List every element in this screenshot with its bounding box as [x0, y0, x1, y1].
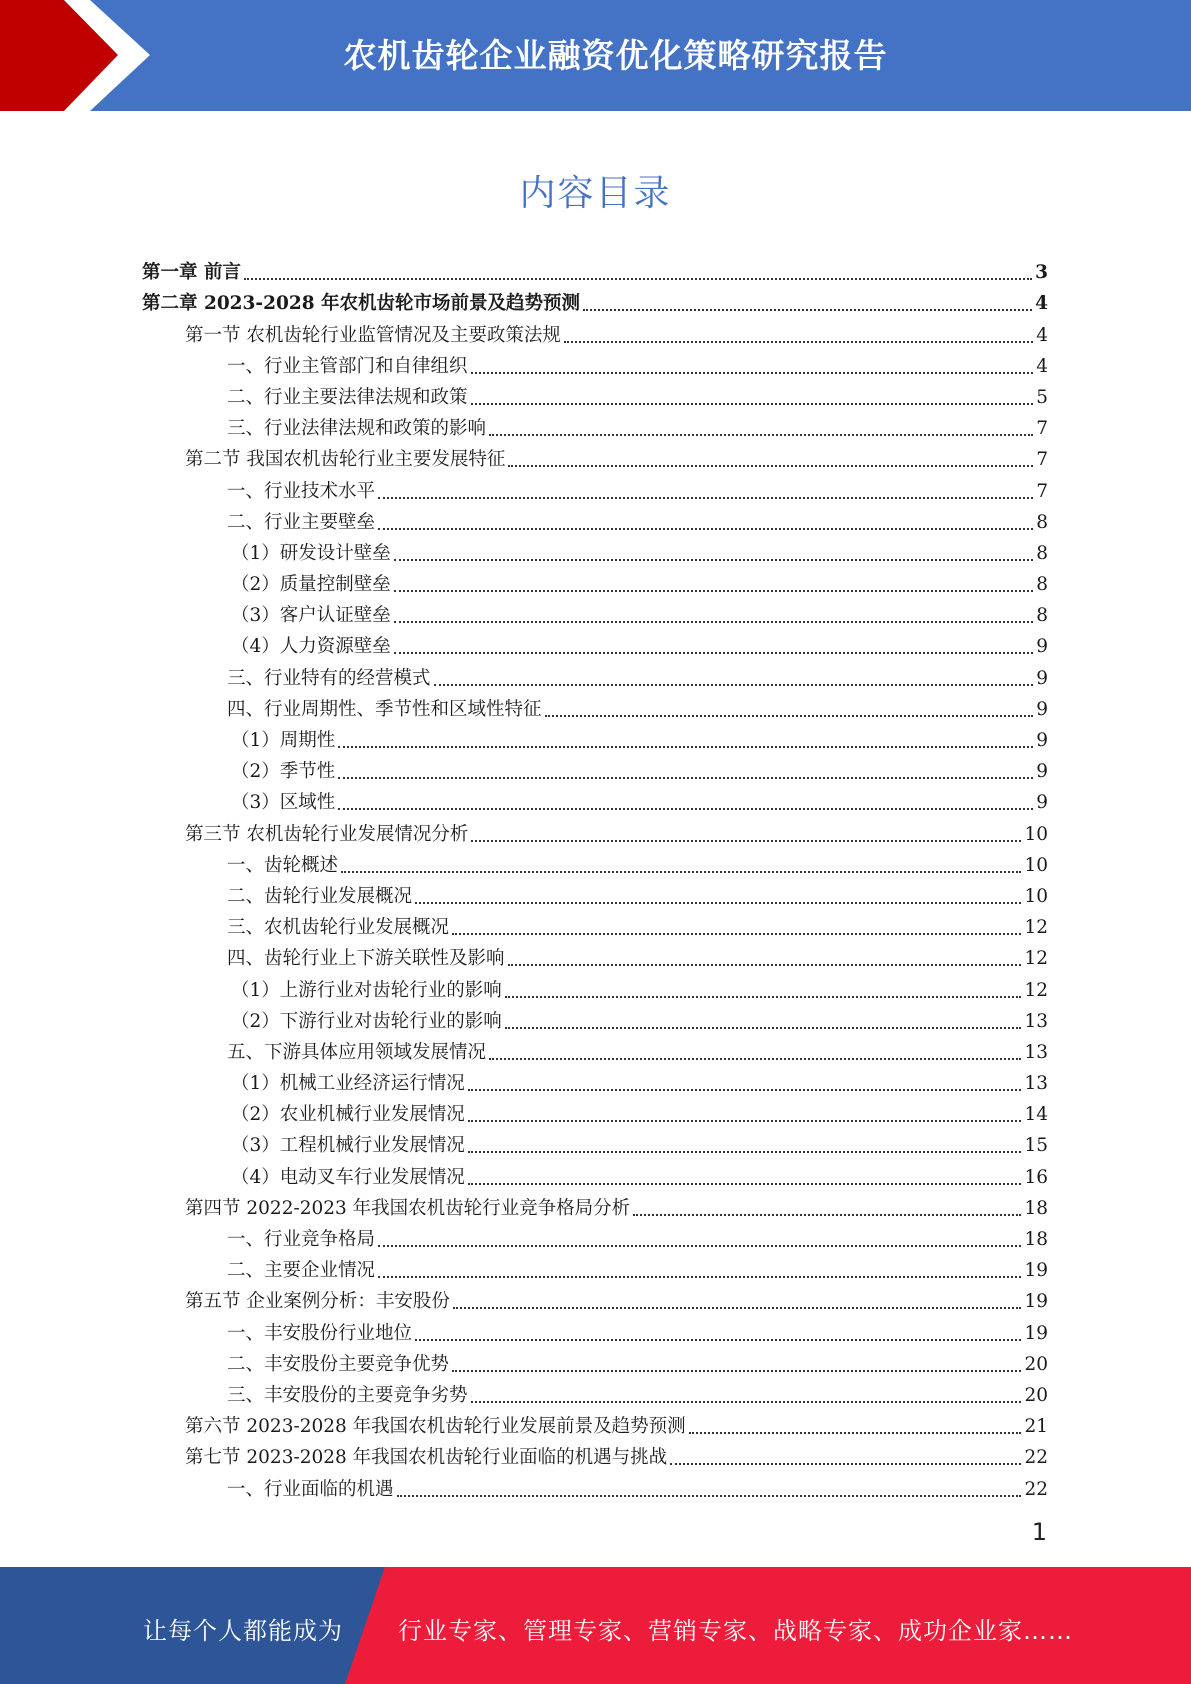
- toc-entry-label: （1）上游行业对齿轮行业的影响: [231, 979, 502, 1001]
- page-number: 1: [1031, 1518, 1047, 1546]
- toc-entry[interactable]: [142, 971, 1048, 1002]
- toc-entry[interactable]: [142, 316, 1048, 347]
- toc-dot-leader: [508, 964, 1022, 966]
- toc-entry-label: （2）农业机械行业发展情况: [231, 1104, 465, 1126]
- toc-entry-page: 21: [1024, 1416, 1048, 1438]
- toc-entry-page: 7: [1036, 480, 1048, 502]
- toc-entry-page: 20: [1024, 1384, 1048, 1406]
- toc-entry-label: 第二章 2023-2028 年农机齿轮市场前景及趋势预测: [142, 293, 581, 315]
- toc-entry[interactable]: [142, 628, 1048, 659]
- toc-entry-label: （1）周期性: [231, 730, 336, 751]
- toc-entry-label: （2）季节性: [231, 761, 336, 783]
- report-title: 农机齿轮企业融资优化策略研究报告: [343, 36, 888, 75]
- toc-dot-leader: [415, 1339, 1021, 1341]
- toc-entry-page: 13: [1024, 1041, 1048, 1063]
- toc-entry[interactable]: [142, 566, 1048, 597]
- toc-dot-leader: [244, 278, 1032, 280]
- toc-entry-page: 22: [1024, 1447, 1048, 1469]
- toc-entry[interactable]: [142, 1127, 1048, 1158]
- toc-entry-page: 20: [1024, 1353, 1048, 1375]
- toc-dot-leader: [378, 528, 1033, 530]
- toc-entry-page: 9: [1036, 698, 1048, 720]
- toc-entry-page: 19: [1024, 1260, 1048, 1282]
- toc-entry[interactable]: [142, 909, 1048, 940]
- toc-entry[interactable]: [142, 441, 1048, 472]
- toc-entry[interactable]: [142, 1096, 1048, 1127]
- toc-entry[interactable]: [142, 285, 1048, 316]
- toc-dot-leader: [689, 1432, 1022, 1434]
- toc-entry-page: 12: [1024, 917, 1048, 939]
- toc-entry-page: 7: [1036, 449, 1048, 471]
- table-of-contents: [142, 254, 1048, 1502]
- toc-dot-leader: [583, 309, 1032, 311]
- toc-entry-page: 9: [1036, 730, 1048, 751]
- toc-entry-page: 4: [1036, 324, 1048, 346]
- toc-entry-page: 19: [1024, 1291, 1048, 1313]
- toc-entry-label: 二、主要企业情况: [227, 1260, 376, 1282]
- toc-entry-page: 10: [1024, 823, 1048, 845]
- toc-entry[interactable]: [142, 753, 1048, 784]
- toc-entry-page: 10: [1024, 854, 1048, 876]
- toc-entry[interactable]: [142, 1158, 1048, 1189]
- toc-entry-page: 16: [1024, 1166, 1048, 1188]
- toc-entry-page: 19: [1024, 1322, 1048, 1344]
- toc-dot-leader: [471, 403, 1034, 405]
- toc-dot-leader: [545, 715, 1034, 717]
- toc-dot-leader: [489, 434, 1033, 436]
- toc-entry-label: 二、齿轮行业发展概况: [227, 885, 413, 907]
- toc-dot-leader: [338, 808, 1033, 810]
- toc-entry[interactable]: [142, 1314, 1048, 1345]
- toc-entry-label: （4）电动叉车行业发展情况: [231, 1166, 465, 1188]
- toc-entry-label: 第五节 企业案例分析：丰安股份: [185, 1291, 450, 1313]
- toc-entry-label: 一、行业面临的机遇: [227, 1478, 394, 1500]
- toc-entry-label: 一、齿轮概述: [227, 854, 339, 876]
- toc-entry[interactable]: [142, 1377, 1048, 1408]
- toc-dot-leader: [508, 465, 1033, 467]
- toc-entry-page: 22: [1024, 1478, 1048, 1500]
- toc-entry-page: 9: [1036, 792, 1048, 814]
- toc-dot-leader: [394, 621, 1033, 623]
- toc-entry[interactable]: [142, 535, 1048, 566]
- toc-dot-leader: [378, 1276, 1021, 1278]
- toc-entry-page: 10: [1024, 885, 1048, 907]
- toc-entry-page: 8: [1036, 574, 1048, 596]
- toc-entry-page: 8: [1036, 542, 1048, 564]
- toc-entry[interactable]: [142, 1003, 1048, 1034]
- toc-entry-page: 8: [1036, 605, 1048, 627]
- toc-entry[interactable]: [142, 597, 1048, 628]
- toc-dot-leader: [453, 1307, 1022, 1309]
- toc-dot-leader: [394, 590, 1033, 592]
- toc-entry-page: 18: [1024, 1197, 1048, 1219]
- toc-entry-label: 五、下游具体应用领域发展情况: [227, 1041, 487, 1063]
- toc-dot-leader: [415, 902, 1021, 904]
- toc-entry[interactable]: [142, 1190, 1048, 1221]
- toc-dot-leader: [394, 559, 1033, 561]
- toc-dot-leader: [378, 497, 1033, 499]
- toc-entry[interactable]: [142, 815, 1048, 846]
- toc-dot-leader: [338, 746, 1033, 748]
- toc-entry-page: 9: [1036, 636, 1048, 658]
- toc-entry[interactable]: [142, 878, 1048, 909]
- toc-entry[interactable]: [142, 940, 1048, 971]
- toc-entry[interactable]: [142, 1439, 1048, 1470]
- toc-entry-page: 18: [1024, 1229, 1048, 1250]
- toc-dot-leader: [468, 1120, 1022, 1122]
- toc-dot-leader: [564, 341, 1033, 343]
- toc-entry-label: （1）机械工业经济运行情况: [231, 1073, 465, 1095]
- toc-entry[interactable]: [142, 1252, 1048, 1283]
- toc-dot-leader: [489, 1058, 1021, 1060]
- toc-entry-label: 一、行业技术水平: [227, 480, 376, 502]
- toc-dot-leader: [670, 1463, 1021, 1465]
- toc-entry-label: 一、丰安股份行业地位: [227, 1322, 413, 1344]
- toc-entry-label: 第一章 前言: [142, 262, 241, 284]
- toc-entry-label: （2）下游行业对齿轮行业的影响: [231, 1010, 502, 1032]
- toc-entry-label: 三、行业法律法规和政策的影响: [227, 418, 487, 440]
- toc-dot-leader: [505, 996, 1022, 998]
- toc-entry[interactable]: [142, 722, 1048, 753]
- toc-entry-label: （4）人力资源壁垒: [231, 636, 391, 658]
- toc-entry[interactable]: [142, 659, 1048, 690]
- toc-entry-label: 三、农机齿轮行业发展概况: [227, 917, 450, 939]
- toc-entry-page: 7: [1036, 418, 1048, 440]
- toc-entry-label: 第四节 2022-2023 年我国农机齿轮行业竞争格局分析: [185, 1197, 631, 1219]
- toc-entry-page: 13: [1024, 1010, 1048, 1032]
- footer-band: [0, 1567, 1191, 1684]
- toc-entry[interactable]: [142, 1346, 1048, 1377]
- toc-dot-leader: [468, 1089, 1022, 1091]
- toc-dot-leader: [378, 1245, 1021, 1247]
- toc-dot-leader: [505, 1027, 1022, 1029]
- toc-entry-page: 4: [1035, 293, 1048, 315]
- toc-entry-label: 三、行业特有的经营模式: [227, 667, 431, 689]
- toc-entry-page: 8: [1036, 511, 1048, 533]
- toc-entry-label: 四、齿轮行业上下游关联性及影响: [227, 948, 505, 970]
- toc-entry-page: 15: [1024, 1135, 1048, 1157]
- toc-dot-leader: [471, 372, 1034, 374]
- toc-entry-page: 9: [1036, 667, 1048, 689]
- toc-entry-label: （1）研发设计壁垒: [231, 542, 391, 564]
- toc-entry-label: （3）工程机械行业发展情况: [231, 1135, 465, 1157]
- toc-entry-label: 二、行业主要壁垒: [227, 511, 376, 533]
- toc-entry-label: 第三节 农机齿轮行业发展情况分析: [185, 823, 469, 845]
- toc-dot-leader: [633, 1214, 1021, 1216]
- toc-entry-page: 3: [1035, 262, 1048, 284]
- toc-entry-label: （2）质量控制壁垒: [231, 574, 391, 596]
- toc-entry[interactable]: [142, 410, 1048, 441]
- toc-entry[interactable]: [142, 1283, 1048, 1314]
- toc-entry-label: 三、丰安股份的主要竞争劣势: [227, 1384, 468, 1406]
- toc-entry[interactable]: [142, 1221, 1048, 1252]
- toc-entry-page: 5: [1036, 386, 1048, 408]
- toc-entry-label: 一、行业主管部门和自律组织: [227, 355, 468, 377]
- toc-entry[interactable]: [142, 504, 1048, 535]
- toc-dot-leader: [468, 1183, 1022, 1185]
- toc-entry[interactable]: [142, 348, 1048, 379]
- toc-dot-leader: [397, 1495, 1022, 1497]
- toc-entry[interactable]: [142, 784, 1048, 815]
- toc-entry-label: 第二节 我国农机齿轮行业主要发展特征: [185, 449, 506, 471]
- toc-dot-leader: [394, 652, 1033, 654]
- toc-dot-leader: [341, 871, 1021, 873]
- toc-dot-leader: [452, 933, 1021, 935]
- toc-entry-label: （3）区域性: [231, 792, 336, 814]
- toc-entry-label: 二、丰安股份主要竞争优势: [227, 1353, 450, 1375]
- toc-entry-label: 四、行业周期性、季节性和区域性特征: [227, 698, 542, 720]
- toc-entry[interactable]: [142, 691, 1048, 722]
- toc-entry[interactable]: [142, 379, 1048, 410]
- toc-heading: 内容目录: [519, 173, 672, 214]
- toc-entry[interactable]: [142, 254, 1048, 285]
- toc-entry-page: 12: [1024, 979, 1048, 1001]
- toc-entry-page: 4: [1036, 355, 1048, 377]
- toc-entry-label: （3）客户认证壁垒: [231, 605, 391, 627]
- header-band: [0, 0, 1191, 111]
- footer-slogan-left: 让每个人都能成为: [143, 1617, 343, 1645]
- toc-entry-label: 二、行业主要法律法规和政策: [227, 386, 468, 408]
- toc-entry[interactable]: [142, 1065, 1048, 1096]
- toc-entry-label: 第七节 2023-2028 年我国农机齿轮行业面临的机遇与挑战: [185, 1447, 668, 1469]
- toc-entry[interactable]: [142, 1470, 1048, 1501]
- toc-entry[interactable]: [142, 472, 1048, 503]
- toc-entry[interactable]: [142, 1408, 1048, 1439]
- toc-entry-page: 12: [1024, 948, 1048, 970]
- toc-dot-leader: [471, 1401, 1022, 1403]
- toc-dot-leader: [434, 684, 1034, 686]
- toc-entry-label: 一、行业竞争格局: [227, 1229, 376, 1250]
- toc-dot-leader: [338, 777, 1033, 779]
- toc-entry-label: 第一节 农机齿轮行业监管情况及主要政策法规: [185, 324, 561, 346]
- toc-entry-page: 13: [1024, 1073, 1048, 1095]
- footer-slogan-right: 行业专家、管理专家、营销专家、战略专家、成功企业家……: [398, 1617, 1073, 1645]
- toc-entry[interactable]: [142, 1034, 1048, 1065]
- toc-entry-page: 9: [1036, 761, 1048, 783]
- toc-dot-leader: [452, 1370, 1021, 1372]
- toc-dot-leader: [468, 1151, 1022, 1153]
- toc-entry[interactable]: [142, 847, 1048, 878]
- toc-entry-page: 14: [1024, 1104, 1048, 1126]
- toc-dot-leader: [471, 840, 1021, 842]
- toc-entry-label: 第六节 2023-2028 年我国农机齿轮行业发展前景及趋势预测: [185, 1416, 686, 1438]
